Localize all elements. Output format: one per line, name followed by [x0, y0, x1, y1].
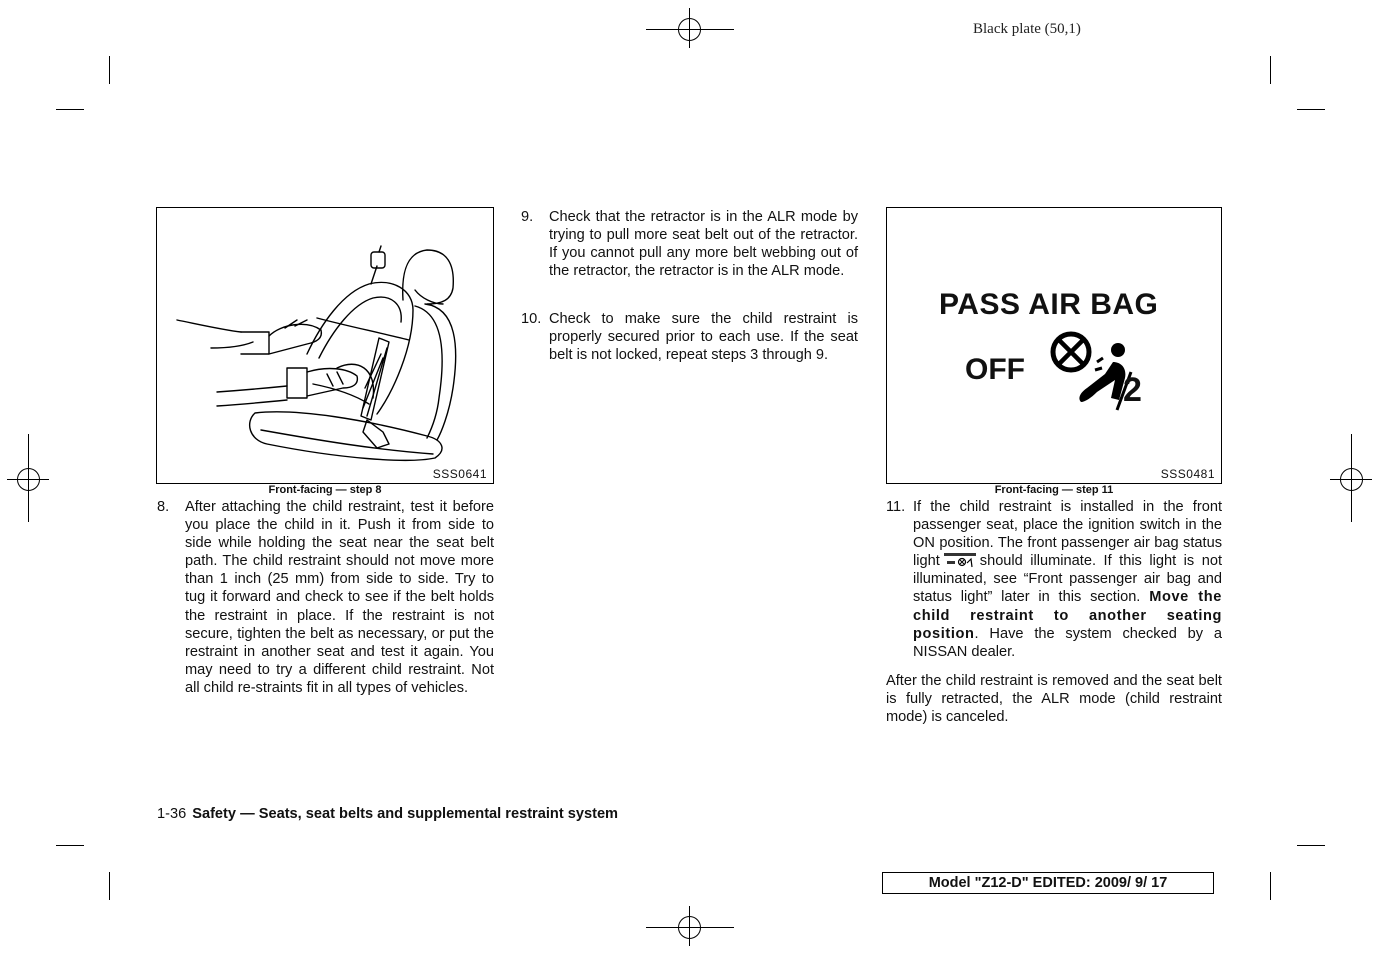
- indicator-number: 2: [1123, 371, 1142, 409]
- step-text-part: should illuminate. If this light is not illuminated, see “Front passenger air bag and status light” later in this section.: [913, 553, 1222, 606]
- step-text-emphasis: Move the child restraint to another seating position: [913, 589, 1222, 642]
- step-number: 8.: [157, 499, 170, 515]
- figure-airbag-indicator: [886, 207, 1222, 484]
- section-title: Safety — Seats, seat belts and supplemental restraint system: [192, 806, 619, 822]
- after-removal-paragraph: After the child restraint is removed and the seat belt is fully retracted, the ALR mode (child restraint mode) is canceled.: [886, 673, 1222, 726]
- figure-code: SSS0641: [432, 467, 487, 481]
- model-edited-box: Model "Z12-D" EDITED: 2009/ 9/ 17: [882, 872, 1214, 894]
- step-number: 10.: [521, 311, 542, 327]
- figure-child-seat: [156, 207, 494, 484]
- page-footer: [157, 806, 618, 822]
- step-number: 9.: [521, 209, 534, 225]
- step-number: 11.: [886, 499, 906, 515]
- page-number: 1-36: [157, 806, 187, 822]
- figure-code: SSS0481: [1160, 467, 1215, 481]
- figure-caption: Front-facing — step 8: [268, 484, 382, 496]
- indicator-text-off: OFF: [965, 353, 1025, 386]
- indicator-text-pass-air-bag: PASS AIR BAG: [939, 288, 1159, 321]
- figure-caption: Front-facing — step 11: [994, 484, 1114, 496]
- step-text: [913, 498, 1222, 661]
- plate-label: Black plate (50,1): [973, 21, 1081, 37]
- airbag-status-light-icon: [944, 553, 976, 568]
- step-text: Check that the retractor is in the ALR mode by trying to pull more seat belt out of the retractor. If you cannot pull any more belt webbing out of the retractor, the retractor is in the ALR mode.: [549, 209, 858, 280]
- step-text: Check to make sure the child restraint is properly secured prior to each use. If the seat belt is not locked, repeat steps 3 through 9.: [549, 311, 858, 364]
- step-text-part: . Have the system checked by a NISSAN dealer.: [913, 625, 1222, 660]
- step-text: After attaching the child restraint, test it before you place the child in it. Push it from side to side while holding the seat near the seat belt path. The child restraint should not move more than 1 inch (25 mm) from side to side. Try to tug it forward and check to see if the belt holds the restraint in place. If the restraint is not secure, tighten the belt as necessary, or put the restraint in another seat and test it again. You may need to try a different child restraint. Not all child re-straints fit in all types of vehicles.: [185, 499, 494, 696]
- step-text-part: If the child restraint is installed in the front passenger seat, place the ignition switch in the ON position. The front passenger air bag status light: [913, 499, 1222, 570]
- child-seat-illustration: [157, 208, 493, 483]
